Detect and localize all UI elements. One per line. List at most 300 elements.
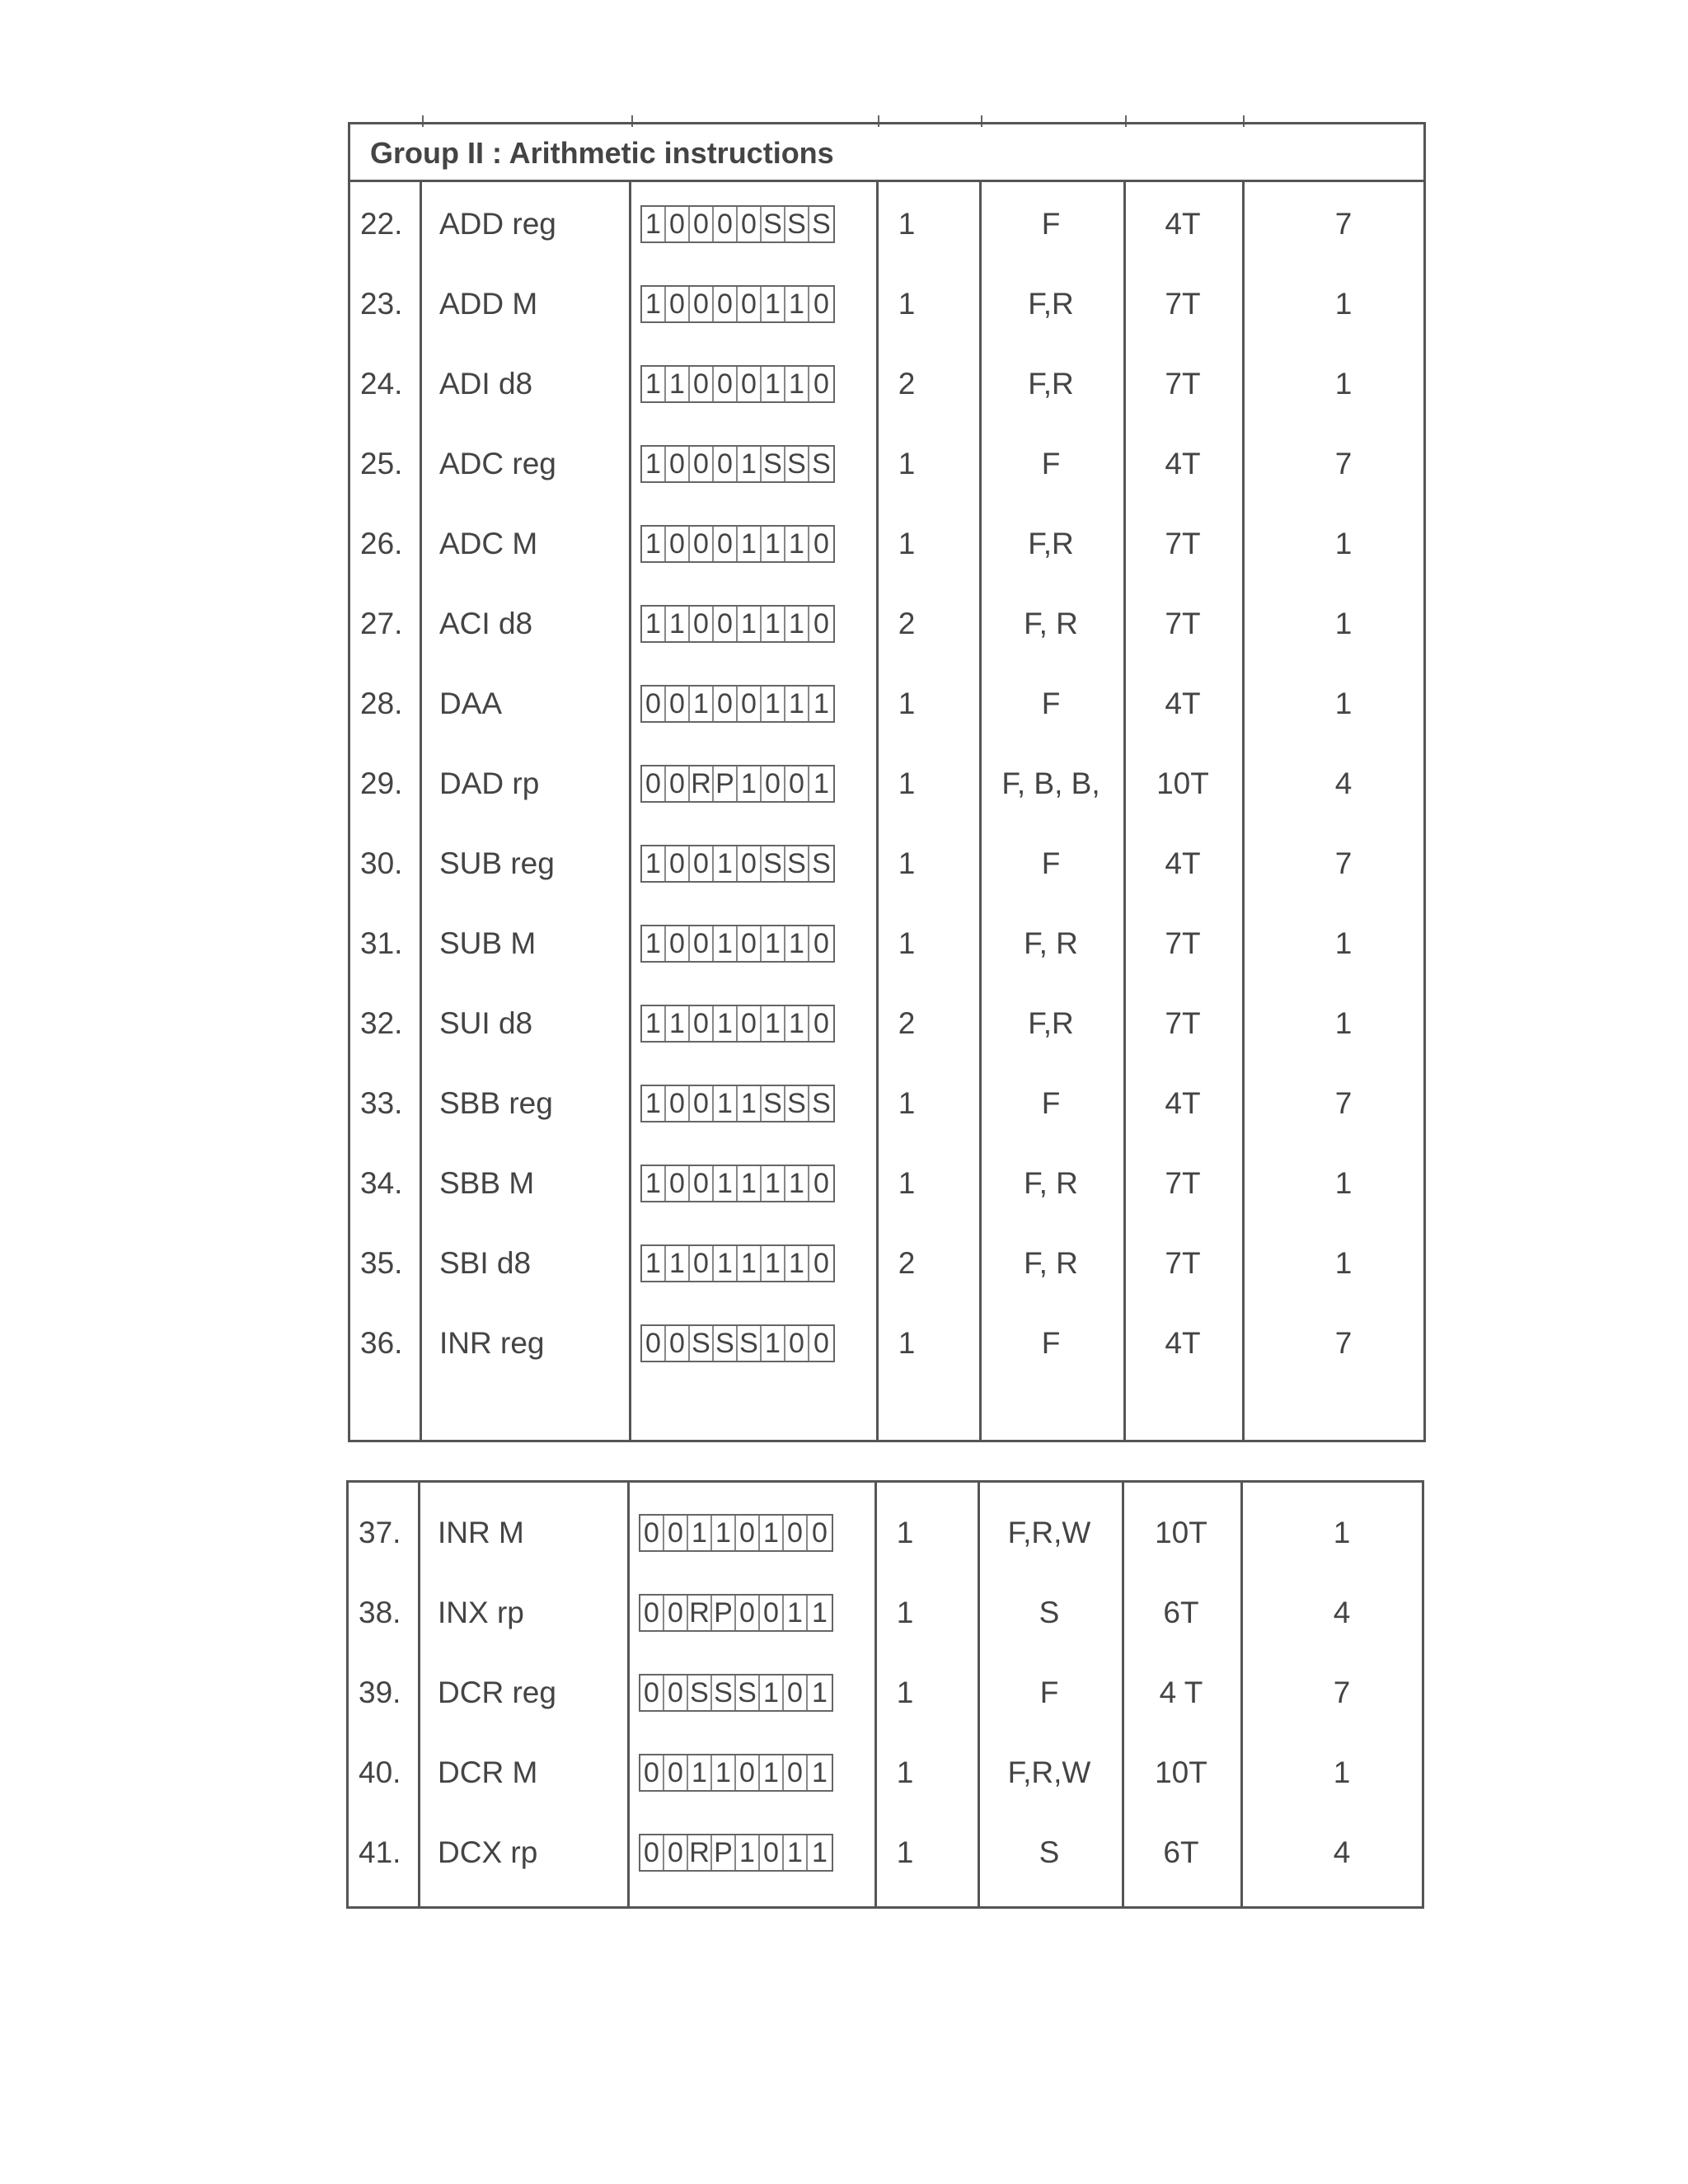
instruction-number: 37. <box>359 1515 401 1549</box>
opcode-bit: 1 <box>762 527 785 561</box>
opcode-bit: 0 <box>814 1007 829 1039</box>
machine-cycles: F <box>1041 686 1061 720</box>
instruction-number: 25. <box>360 446 403 480</box>
opcode-bit: 0 <box>784 1516 808 1550</box>
opcode-bit: S <box>812 208 831 240</box>
machine-cycles: F, R <box>1024 1245 1078 1280</box>
opcode-bit: 1 <box>784 1596 808 1630</box>
opcode-bits <box>640 1244 835 1282</box>
opcode-bit: 1 <box>714 1246 738 1281</box>
opcode-bit: S <box>712 1675 736 1710</box>
opcode-bits <box>640 205 835 243</box>
instruction-variants: 1 <box>1334 526 1353 560</box>
opcode-bit: 0 <box>664 1835 688 1870</box>
table-row <box>349 1572 1422 1652</box>
opcode-bit: P <box>712 1596 736 1630</box>
opcode-bit: 1 <box>785 367 809 401</box>
instruction-mnemonic: DCX rp <box>438 1835 538 1869</box>
opcode-bit: 0 <box>714 367 738 401</box>
instruction-mnemonic: ADD reg <box>439 206 556 241</box>
opcode-bit: R <box>688 1835 712 1870</box>
opcode-cell <box>640 504 846 583</box>
instruction-bytes: 1 <box>896 1515 914 1549</box>
opcode-bit: 1 <box>714 1166 738 1201</box>
instruction-number: 38. <box>359 1595 401 1629</box>
opcode-bit: 1 <box>712 1755 736 1790</box>
table-row <box>350 184 1423 264</box>
opcode-bit: 1 <box>762 1326 785 1361</box>
opcode-bit: 0 <box>666 447 690 481</box>
instruction-number: 41. <box>359 1835 401 1869</box>
opcode-bit: 0 <box>640 1675 664 1710</box>
t-states: 4T <box>1165 446 1201 480</box>
group-title: Group II : Arithmetic instructions <box>350 124 1423 182</box>
opcode-bit: 0 <box>714 527 738 561</box>
instruction-variants: 1 <box>1334 606 1353 640</box>
machine-cycles: F <box>1041 206 1061 241</box>
instruction-variants: 7 <box>1333 1675 1351 1709</box>
opcode-bit: 1 <box>785 1166 809 1201</box>
opcode-bit: 1 <box>738 447 762 481</box>
opcode-bit: 0 <box>760 1596 784 1630</box>
opcode-bit: 0 <box>814 1247 829 1279</box>
t-states: 7T <box>1165 286 1201 321</box>
instruction-number: 30. <box>360 846 403 880</box>
opcode-bits <box>640 525 835 563</box>
opcode-bit: 1 <box>712 1516 736 1550</box>
machine-cycles: S <box>1039 1835 1060 1869</box>
opcode-bit: 0 <box>690 287 714 321</box>
opcode-cell <box>640 264 846 344</box>
instruction-bytes: 2 <box>898 1005 916 1040</box>
opcode-cell <box>640 983 846 1063</box>
opcode-bit: 1 <box>785 527 809 561</box>
opcode-bit: 0 <box>738 367 762 401</box>
opcode-bit: 1 <box>760 1516 784 1550</box>
table-row <box>349 1812 1422 1892</box>
table-row <box>350 1223 1423 1303</box>
instruction-bytes: 1 <box>898 1165 916 1200</box>
table-row <box>349 1493 1422 1572</box>
opcode-bit: S <box>738 1326 762 1361</box>
opcode-bit: 0 <box>784 1675 808 1710</box>
instruction-bytes: 1 <box>898 686 916 720</box>
opcode-bit: 1 <box>690 687 714 721</box>
opcode-bits <box>640 1005 835 1043</box>
opcode-cell <box>640 424 846 504</box>
opcode-bit: 1 <box>760 1675 784 1710</box>
opcode-bit: S <box>736 1675 760 1710</box>
instruction-mnemonic: SUB M <box>439 926 537 960</box>
instruction-bytes: 1 <box>896 1755 914 1789</box>
opcode-bit: 0 <box>814 1327 829 1359</box>
opcode-bit: S <box>785 1086 809 1121</box>
instruction-bytes: 1 <box>898 286 916 321</box>
opcode-bit: 1 <box>714 926 738 961</box>
instruction-bytes: 1 <box>898 526 916 560</box>
table-body <box>350 182 1423 1442</box>
instruction-table-continued <box>346 1480 1424 1909</box>
row-list <box>350 182 1423 1383</box>
instruction-number: 26. <box>360 526 403 560</box>
opcode-bit: 0 <box>814 927 829 959</box>
opcode-bit: 0 <box>714 687 738 721</box>
opcode-bit: 1 <box>814 767 829 799</box>
instruction-variants: 7 <box>1334 1085 1353 1120</box>
instruction-bytes: 1 <box>896 1835 914 1869</box>
opcode-bit: 1 <box>642 367 666 401</box>
opcode-bit: 0 <box>666 207 690 241</box>
opcode-bit: 1 <box>642 287 666 321</box>
instruction-variants: 7 <box>1334 446 1353 480</box>
t-states: 4T <box>1165 1325 1201 1360</box>
opcode-bit: 0 <box>814 607 829 640</box>
opcode-bits <box>640 845 835 883</box>
opcode-bit: 1 <box>642 1006 666 1041</box>
instruction-bytes: 1 <box>898 926 916 960</box>
opcode-cell <box>640 663 846 743</box>
instruction-number: 36. <box>360 1325 403 1360</box>
t-states: 10T <box>1155 1515 1207 1549</box>
opcode-bit: 0 <box>664 1675 688 1710</box>
instruction-mnemonic: ADD M <box>439 286 538 321</box>
opcode-bit: 1 <box>762 607 785 641</box>
machine-cycles: F,R,W <box>1007 1515 1091 1549</box>
instruction-variants: 1 <box>1333 1755 1351 1789</box>
opcode-bit: 1 <box>666 1006 690 1041</box>
opcode-bit: 1 <box>762 287 785 321</box>
opcode-bit: 1 <box>642 447 666 481</box>
t-states: 7T <box>1165 1005 1201 1040</box>
instruction-number: 28. <box>360 686 403 720</box>
t-states: 7T <box>1165 606 1201 640</box>
opcode-bit: 1 <box>666 607 690 641</box>
opcode-bit: 0 <box>714 207 738 241</box>
opcode-bit: 1 <box>738 766 762 801</box>
opcode-bit: 0 <box>738 846 762 881</box>
opcode-bits <box>639 1754 833 1792</box>
opcode-bit: 0 <box>666 1086 690 1121</box>
opcode-bit: 1 <box>688 1516 712 1550</box>
opcode-bit: 0 <box>814 527 829 560</box>
opcode-bit: 1 <box>762 1246 785 1281</box>
machine-cycles: F,R <box>1028 286 1074 321</box>
instruction-mnemonic: ADI d8 <box>439 366 533 401</box>
opcode-bit: 0 <box>642 766 666 801</box>
opcode-bit: 1 <box>642 846 666 881</box>
machine-cycles: F <box>1041 1085 1061 1120</box>
table-row <box>350 903 1423 983</box>
table-row <box>350 344 1423 424</box>
opcode-bit: S <box>785 447 809 481</box>
instruction-bytes: 1 <box>898 206 916 241</box>
opcode-bit: 0 <box>714 287 738 321</box>
opcode-bit: 0 <box>738 207 762 241</box>
opcode-bits <box>640 765 835 803</box>
opcode-cell <box>640 743 846 823</box>
instruction-number: 34. <box>360 1165 403 1200</box>
opcode-cell <box>640 583 846 663</box>
opcode-bits <box>640 1085 835 1122</box>
opcode-bit: 0 <box>690 1086 714 1121</box>
opcode-bit: 0 <box>738 1006 762 1041</box>
table-row <box>350 1063 1423 1143</box>
opcode-bit: 1 <box>814 687 829 719</box>
table-row <box>350 743 1423 823</box>
instruction-number: 32. <box>360 1005 403 1040</box>
opcode-bit: 0 <box>690 447 714 481</box>
instruction-mnemonic: INR M <box>438 1515 524 1549</box>
opcode-bit: 1 <box>666 1246 690 1281</box>
instruction-number: 23. <box>360 286 403 321</box>
opcode-bit: 0 <box>640 1835 664 1870</box>
instruction-bytes: 1 <box>898 766 916 800</box>
opcode-bit: 1 <box>738 1166 762 1201</box>
opcode-cell <box>640 823 846 903</box>
opcode-bit: 0 <box>664 1596 688 1630</box>
instruction-mnemonic: ADC reg <box>439 446 556 480</box>
table-row <box>349 1732 1422 1812</box>
t-states: 6T <box>1163 1595 1199 1629</box>
opcode-bit: P <box>714 766 738 801</box>
instruction-variants: 1 <box>1333 1515 1351 1549</box>
opcode-bit: 0 <box>738 287 762 321</box>
table-row <box>349 1652 1422 1732</box>
opcode-cell <box>640 1143 846 1223</box>
opcode-bit: 1 <box>642 1166 666 1201</box>
opcode-bit: 0 <box>812 1516 828 1549</box>
table-row <box>350 583 1423 663</box>
instruction-variants: 4 <box>1333 1595 1351 1629</box>
opcode-bit: 1 <box>714 846 738 881</box>
opcode-bit: P <box>712 1835 736 1870</box>
opcode-bit: 0 <box>736 1596 760 1630</box>
opcode-cell <box>639 1652 845 1732</box>
instruction-variants: 1 <box>1334 1165 1353 1200</box>
machine-cycles: F,R,W <box>1007 1755 1091 1789</box>
opcode-bit: 1 <box>688 1755 712 1790</box>
t-states: 4 T <box>1159 1675 1203 1709</box>
machine-cycles: F, R <box>1024 606 1078 640</box>
opcode-cell <box>640 1063 846 1143</box>
table-row <box>350 1303 1423 1383</box>
instruction-number: 33. <box>360 1085 403 1120</box>
opcode-bit: 0 <box>640 1516 664 1550</box>
opcode-bit: 0 <box>640 1596 664 1630</box>
opcode-bit: 1 <box>714 1006 738 1041</box>
instruction-bytes: 2 <box>898 606 916 640</box>
opcode-bit: 0 <box>666 766 690 801</box>
opcode-bit: S <box>714 1326 738 1361</box>
instruction-variants: 7 <box>1334 846 1353 880</box>
instruction-mnemonic: INR reg <box>439 1325 545 1360</box>
opcode-bit: 1 <box>762 926 785 961</box>
opcode-cell <box>639 1493 845 1572</box>
opcode-bit: 1 <box>785 687 809 721</box>
opcode-bit: 0 <box>666 1166 690 1201</box>
opcode-bit: 0 <box>690 1166 714 1201</box>
table-row <box>350 424 1423 504</box>
instruction-mnemonic: ACI d8 <box>439 606 533 640</box>
opcode-bit: 1 <box>642 1086 666 1121</box>
opcode-bits <box>640 685 835 723</box>
instruction-bytes: 2 <box>898 1245 916 1280</box>
instruction-variants: 1 <box>1334 1245 1353 1280</box>
opcode-bit: S <box>785 207 809 241</box>
opcode-bits <box>639 1834 833 1872</box>
instruction-variants: 7 <box>1334 1325 1353 1360</box>
instruction-mnemonic: SBB reg <box>439 1085 553 1120</box>
opcode-bit: 0 <box>690 607 714 641</box>
opcode-bits <box>640 1324 835 1362</box>
instruction-number: 40. <box>359 1755 401 1789</box>
instruction-bytes: 1 <box>898 846 916 880</box>
table-body <box>349 1483 1422 1906</box>
opcode-cell <box>640 1223 846 1303</box>
instruction-mnemonic: DAD rp <box>439 766 540 800</box>
instruction-variants: 1 <box>1334 926 1353 960</box>
opcode-bit: S <box>762 1086 785 1121</box>
instruction-mnemonic: DAA <box>439 686 503 720</box>
opcode-bit: 0 <box>762 766 785 801</box>
table-row <box>350 1143 1423 1223</box>
opcode-bit: 1 <box>785 607 809 641</box>
instruction-variants: 1 <box>1334 366 1353 401</box>
instruction-variants: 1 <box>1334 686 1353 720</box>
instruction-bytes: 1 <box>898 446 916 480</box>
instruction-mnemonic: SUI d8 <box>439 1005 533 1040</box>
instruction-bytes: 1 <box>898 1085 916 1120</box>
t-states: 10T <box>1155 1755 1207 1789</box>
opcode-bit: 1 <box>762 1006 785 1041</box>
t-states: 7T <box>1165 1245 1201 1280</box>
opcode-bit: S <box>688 1675 712 1710</box>
opcode-cell <box>640 344 846 424</box>
row-list <box>349 1483 1422 1892</box>
instruction-mnemonic: DCR M <box>438 1755 538 1789</box>
machine-cycles: F,R <box>1028 1005 1074 1040</box>
opcode-bit: 0 <box>666 287 690 321</box>
machine-cycles: F, R <box>1024 926 1078 960</box>
opcode-bit: 0 <box>666 1326 690 1361</box>
opcode-bit: S <box>812 847 831 879</box>
opcode-bit: 1 <box>738 527 762 561</box>
opcode-bit: 0 <box>690 367 714 401</box>
opcode-bit: 1 <box>738 1086 762 1121</box>
instruction-table-arithmetic <box>348 122 1426 1442</box>
opcode-bits <box>639 1514 833 1552</box>
opcode-bit: 0 <box>666 926 690 961</box>
opcode-bits <box>639 1674 833 1712</box>
opcode-bits <box>640 365 835 403</box>
t-states: 4T <box>1165 846 1201 880</box>
opcode-bit: 0 <box>642 1326 666 1361</box>
opcode-bit: 1 <box>642 926 666 961</box>
opcode-bit: 0 <box>690 527 714 561</box>
instruction-variants: 1 <box>1334 1005 1353 1040</box>
opcode-bit: S <box>762 846 785 881</box>
machine-cycles: F,R <box>1028 526 1074 560</box>
table-row <box>350 264 1423 344</box>
t-states: 7T <box>1165 366 1201 401</box>
opcode-bit: 1 <box>785 287 809 321</box>
t-states: 10T <box>1156 766 1209 800</box>
opcode-bit: R <box>688 1596 712 1630</box>
opcode-bit: 0 <box>690 926 714 961</box>
t-states: 7T <box>1165 926 1201 960</box>
opcode-bit: 1 <box>784 1835 808 1870</box>
instruction-number: 29. <box>360 766 403 800</box>
opcode-bit: 0 <box>736 1516 760 1550</box>
opcode-bits <box>640 285 835 323</box>
opcode-bit: 1 <box>642 1246 666 1281</box>
opcode-bit: 1 <box>812 1596 828 1629</box>
instruction-number: 24. <box>360 366 403 401</box>
opcode-bits <box>640 1165 835 1202</box>
opcode-bit: 1 <box>762 367 785 401</box>
machine-cycles: F, B, B, <box>1001 766 1100 800</box>
machine-cycles: F <box>1041 1325 1061 1360</box>
instruction-bytes: 1 <box>896 1675 914 1709</box>
opcode-bits <box>639 1594 833 1632</box>
instruction-variants: 1 <box>1334 286 1353 321</box>
opcode-bit: 1 <box>736 1835 760 1870</box>
opcode-bit: 1 <box>642 207 666 241</box>
t-states: 6T <box>1163 1835 1199 1869</box>
opcode-bit: 0 <box>714 607 738 641</box>
opcode-bit: 0 <box>785 1326 809 1361</box>
instruction-mnemonic: SBI d8 <box>439 1245 532 1280</box>
machine-cycles: F, R <box>1024 1165 1078 1200</box>
opcode-cell <box>640 903 846 983</box>
opcode-bit: S <box>762 447 785 481</box>
opcode-bit: 0 <box>736 1755 760 1790</box>
opcode-bit: 0 <box>666 687 690 721</box>
table-row <box>350 823 1423 903</box>
opcode-bit: 0 <box>784 1755 808 1790</box>
opcode-bit: 0 <box>760 1835 784 1870</box>
table-row <box>350 983 1423 1063</box>
opcode-bit: 1 <box>785 926 809 961</box>
opcode-bit: 1 <box>738 607 762 641</box>
opcode-bits <box>640 605 835 643</box>
opcode-bit: 0 <box>814 288 829 320</box>
opcode-bit: 0 <box>642 687 666 721</box>
opcode-bit: 1 <box>762 687 785 721</box>
instruction-mnemonic: DCR reg <box>438 1675 556 1709</box>
instruction-number: 31. <box>360 926 403 960</box>
instruction-variants: 4 <box>1333 1835 1351 1869</box>
opcode-bit: 0 <box>814 1167 829 1199</box>
instruction-mnemonic: INX rp <box>438 1595 524 1629</box>
opcode-bit: S <box>762 207 785 241</box>
t-states: 4T <box>1165 686 1201 720</box>
machine-cycles: F <box>1039 1675 1059 1709</box>
opcode-cell <box>639 1812 845 1892</box>
machine-cycles: S <box>1039 1595 1060 1629</box>
instruction-bytes: 1 <box>896 1595 914 1629</box>
table-row <box>350 504 1423 583</box>
opcode-bit: 1 <box>812 1756 828 1788</box>
t-states: 4T <box>1165 206 1201 241</box>
instruction-variants: 7 <box>1334 206 1353 241</box>
opcode-bit: 1 <box>812 1836 828 1868</box>
opcode-bit: 0 <box>666 527 690 561</box>
instruction-mnemonic: ADC M <box>439 526 538 560</box>
opcode-bit: R <box>690 766 714 801</box>
opcode-bit: 1 <box>666 367 690 401</box>
opcode-bit: 1 <box>738 1246 762 1281</box>
